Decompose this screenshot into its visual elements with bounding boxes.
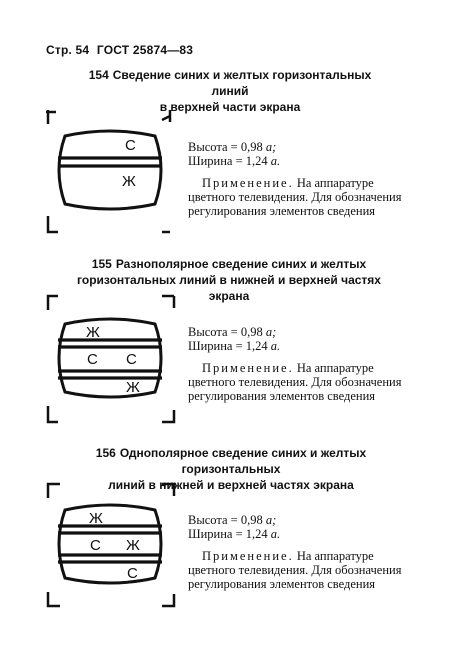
width-label: Ширина = 1,24 <box>188 527 268 541</box>
symbol-154 <box>40 108 180 238</box>
glyph-s: С <box>126 351 137 368</box>
glyph-s: С <box>90 537 101 554</box>
note-lead: Применение. <box>202 549 294 563</box>
item-154-note <box>188 176 420 218</box>
title-line-2: линий в нижней и верхней частях экрана <box>108 478 354 492</box>
item-154-params <box>188 140 280 168</box>
item-155-params <box>188 325 280 353</box>
standard-code: ГОСТ 25874—83 <box>96 43 194 57</box>
page-number: Стр. 54 <box>46 43 90 57</box>
note-lead: Применение. <box>202 361 294 375</box>
width-label: Ширина = 1,24 <box>188 339 268 353</box>
title-line-1: Однополярное сведение синих и желтых горизонтальных <box>119 446 367 476</box>
note-text: На аппаратуре цветного телевидения. Для обозначения регулирования элементов сведения <box>188 549 402 591</box>
item-number: 156 <box>95 446 116 460</box>
glyph-zh: Ж <box>122 173 136 190</box>
height-var: a; <box>265 140 277 154</box>
note-text: На аппаратуре цветного телевидения. Для обозначения регулирования элементов сведения <box>188 176 402 218</box>
note-lead: Применение. <box>202 176 294 190</box>
item-155-note <box>188 361 420 403</box>
glyph-zh: Ж <box>86 324 100 341</box>
height-label: Высота = 0,98 <box>188 140 263 154</box>
width-var: a. <box>270 154 281 168</box>
item-156-note <box>188 549 420 591</box>
note-text: На аппаратуре цветного телевидения. Для обозначения регулирования элементов сведения <box>188 361 402 403</box>
glyph-s: С <box>127 565 138 582</box>
item-number: 154 <box>88 68 109 82</box>
glyph-s: С <box>87 351 98 368</box>
glyph-s: С <box>125 137 136 154</box>
glyph-zh: Ж <box>126 379 140 396</box>
item-number: 155 <box>91 257 112 271</box>
width-var: a. <box>270 339 281 353</box>
symbol-156 <box>40 480 180 610</box>
symbol-155 <box>40 294 180 424</box>
page-header <box>46 43 197 57</box>
title-line-2: в верхней части экрана <box>159 100 301 114</box>
title-line-2: горизонтальных линий в нижней и верхней частях экрана <box>77 273 381 303</box>
height-var: a; <box>265 513 277 527</box>
glyph-zh: Ж <box>89 510 103 527</box>
height-label: Высота = 0,98 <box>188 513 263 527</box>
width-label: Ширина = 1,24 <box>188 154 268 168</box>
height-var: a; <box>265 325 277 339</box>
width-var: a. <box>270 527 281 541</box>
height-label: Высота = 0,98 <box>188 325 263 339</box>
item-156-params <box>188 513 280 541</box>
title-line-1: Разнополярное сведение синих и желтых <box>115 257 367 271</box>
title-line-1: Сведение синих и желтых горизонтальных линий <box>112 68 372 98</box>
glyph-zh: Ж <box>126 537 140 554</box>
